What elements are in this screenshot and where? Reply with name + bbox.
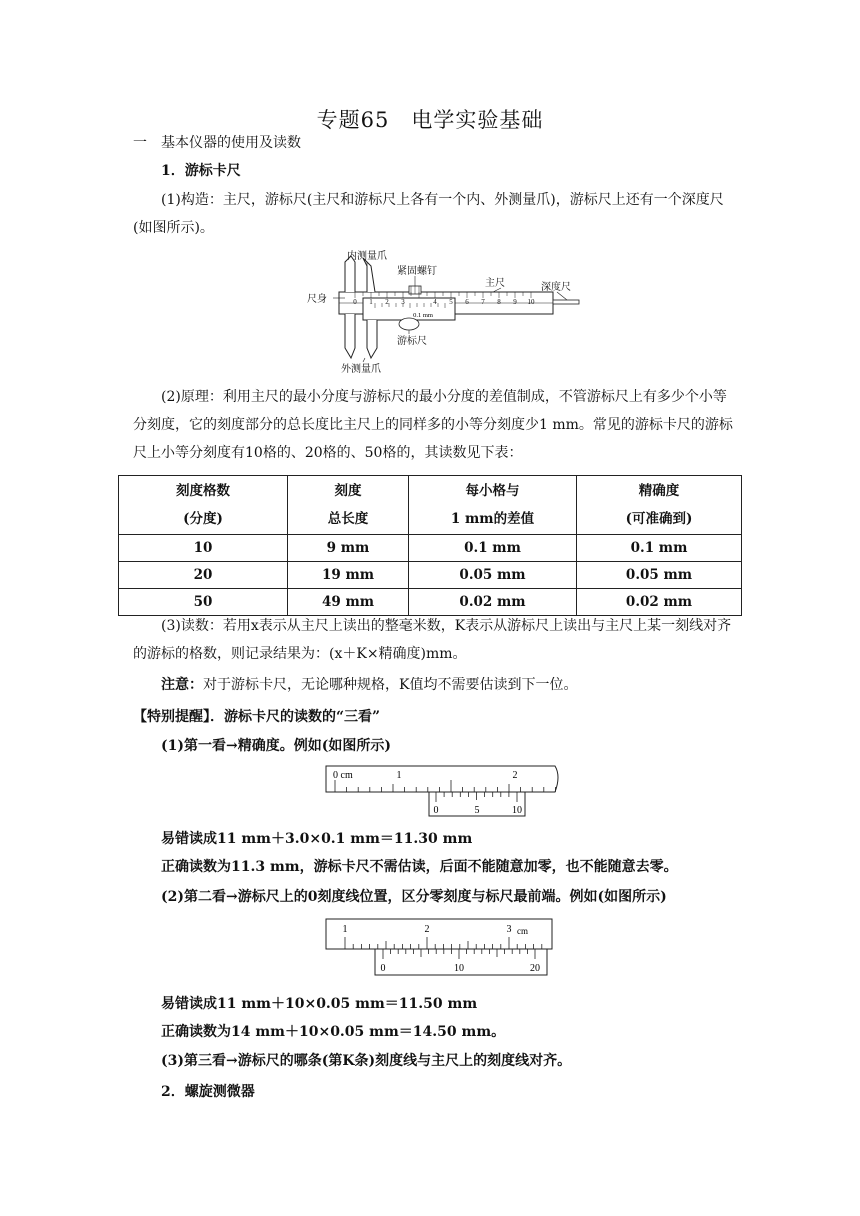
main-tick-label: 2 bbox=[385, 298, 389, 306]
label-lock-screw: 紧固螺钉 bbox=[397, 266, 437, 277]
vernier-unit-label: 0.1 mm bbox=[413, 312, 433, 319]
fig3-main-label: 3 bbox=[506, 924, 512, 935]
main-tick-label: 5 bbox=[449, 298, 453, 306]
main-tick-label: 10 bbox=[527, 298, 535, 306]
table-cell: 0.1 mm bbox=[577, 535, 742, 562]
table-header-cell: 刻度格数 (分度) bbox=[119, 476, 288, 535]
precision-table bbox=[118, 475, 742, 616]
table-cell: 0.02 mm bbox=[577, 589, 742, 616]
correct-reading-1: 正确读数为11.3 mm，游标卡尺不需估读，后面不能随意加零，也不能随意去零。 bbox=[161, 859, 678, 875]
table-cell: 0.1 mm bbox=[409, 535, 577, 562]
table-cell: 0.05 mm bbox=[409, 562, 577, 589]
main-tick-label: 4 bbox=[433, 298, 437, 306]
subsection-heading-micrometer: 2．螺旋测微器 bbox=[161, 1084, 255, 1100]
main-tick-label: 0 bbox=[353, 298, 357, 306]
main-tick-label: 6 bbox=[465, 298, 469, 306]
table-header-cell: 每小格与 1 mm的差值 bbox=[409, 476, 577, 535]
main-tick-label: 8 bbox=[497, 298, 501, 306]
fig3-vernier-label: 10 bbox=[454, 963, 464, 974]
table-cell: 20 bbox=[119, 562, 288, 589]
wrong-reading-1: 易错读成11 mm＋3.0×0.1 mm＝11.30 mm bbox=[161, 831, 473, 847]
fig2-main-label: 1 bbox=[396, 770, 402, 781]
vernier-caliper-figure bbox=[305, 248, 585, 374]
page-title: 专题65 电学实验基础 bbox=[316, 108, 544, 132]
section-heading: 一 基本仪器的使用及读数 bbox=[133, 135, 301, 151]
table-row bbox=[119, 562, 742, 589]
note-text: 对于游标卡尺，无论哪种规格，K值均不需要估读到下一位。 bbox=[203, 677, 578, 693]
fig3-vernier-label: 20 bbox=[530, 963, 540, 974]
fig2-unit-label: 0 cm bbox=[333, 770, 353, 781]
fig2-main-label: 2 bbox=[512, 770, 518, 781]
table-header-cell: 精确度 (可准确到) bbox=[577, 476, 742, 535]
note-line bbox=[161, 674, 741, 696]
look-two: (2)第二看→游标尺上的0刻度线位置，区分零刻度与标尺最前端。例如(如图所示) bbox=[161, 889, 667, 905]
paragraph-principle: (2)原理：利用主尺的最小分度与游标尺的最小分度的差值制成，不管游标尺上有多少个小等分刻度，它的刻度部分的总长度比主尺上的同样多的小等分刻度少1 mm。常见的游标卡尺的游标尺上小等分刻度有10格的、20格的、50格的，其读数见下表： bbox=[133, 389, 733, 461]
fig3-main-label: 2 bbox=[424, 924, 430, 935]
table-cell: 0.05 mm bbox=[577, 562, 742, 589]
subsection-heading-vernier: 1．游标卡尺 bbox=[161, 163, 241, 179]
table-header-cell: 刻度 总长度 bbox=[288, 476, 409, 535]
wrong-reading-2: 易错读成11 mm＋10×0.05 mm＝11.50 mm bbox=[161, 996, 478, 1012]
main-tick-label: 3 bbox=[401, 298, 405, 306]
vernier-10-figure bbox=[325, 764, 565, 818]
fig3-unit-label: cm bbox=[517, 926, 528, 936]
fig2-vernier-label: 5 bbox=[474, 805, 480, 816]
fig2-vernier-label: 10 bbox=[512, 805, 522, 816]
label-main-scale: 主尺 bbox=[485, 278, 505, 289]
look-one: (1)第一看→精确度。例如(如图所示) bbox=[161, 738, 391, 754]
table-cell: 10 bbox=[119, 535, 288, 562]
table-cell: 0.02 mm bbox=[409, 589, 577, 616]
label-outer-jaw: 外测量爪 bbox=[341, 364, 381, 374]
special-tip-heading: 【特别提醒】．游标卡尺的读数的“三看” bbox=[133, 709, 381, 725]
table-cell: 19 mm bbox=[288, 562, 409, 589]
fig3-main-label: 1 bbox=[342, 924, 348, 935]
fig2-vernier-label: 0 bbox=[433, 805, 439, 816]
table-cell: 49 mm bbox=[288, 589, 409, 616]
table-cell: 50 bbox=[119, 589, 288, 616]
label-depth-rod: 深度尺 bbox=[541, 282, 571, 293]
fig3-vernier-label: 0 bbox=[380, 963, 386, 974]
main-tick-label: 7 bbox=[481, 298, 485, 306]
note-label: 注意： bbox=[161, 677, 203, 693]
label-vernier: 游标尺 bbox=[397, 336, 427, 347]
vernier-20-figure bbox=[325, 917, 555, 979]
correct-reading-2: 正确读数为14 mm＋10×0.05 mm＝14.50 mm。 bbox=[161, 1024, 506, 1040]
label-rule-body: 尺身 bbox=[307, 294, 327, 305]
look-three: (3)第三看→游标尺的哪条(第K条)刻度线与主尺上的刻度线对齐。 bbox=[161, 1053, 572, 1069]
label-inner-jaw: 内测量爪 bbox=[347, 251, 387, 262]
paragraph-reading: (3)读数：若用x表示从主尺上读出的整毫米数，K表示从游标尺上读出与主尺上某一刻线对齐的游标的格数，则记录结果为：(x＋K×精确度)mm。 bbox=[133, 618, 732, 662]
table-row bbox=[119, 535, 742, 562]
paragraph-construction: (1)构造：主尺，游标尺(主尺和游标尺上各有一个内、外测量爪)，游标尺上还有一个深度尺(如图所示)。 bbox=[133, 192, 724, 236]
main-tick-label: 9 bbox=[513, 298, 517, 306]
main-tick-label: 1 bbox=[369, 298, 373, 306]
table-cell: 9 mm bbox=[288, 535, 409, 562]
table-header-row bbox=[119, 476, 742, 535]
